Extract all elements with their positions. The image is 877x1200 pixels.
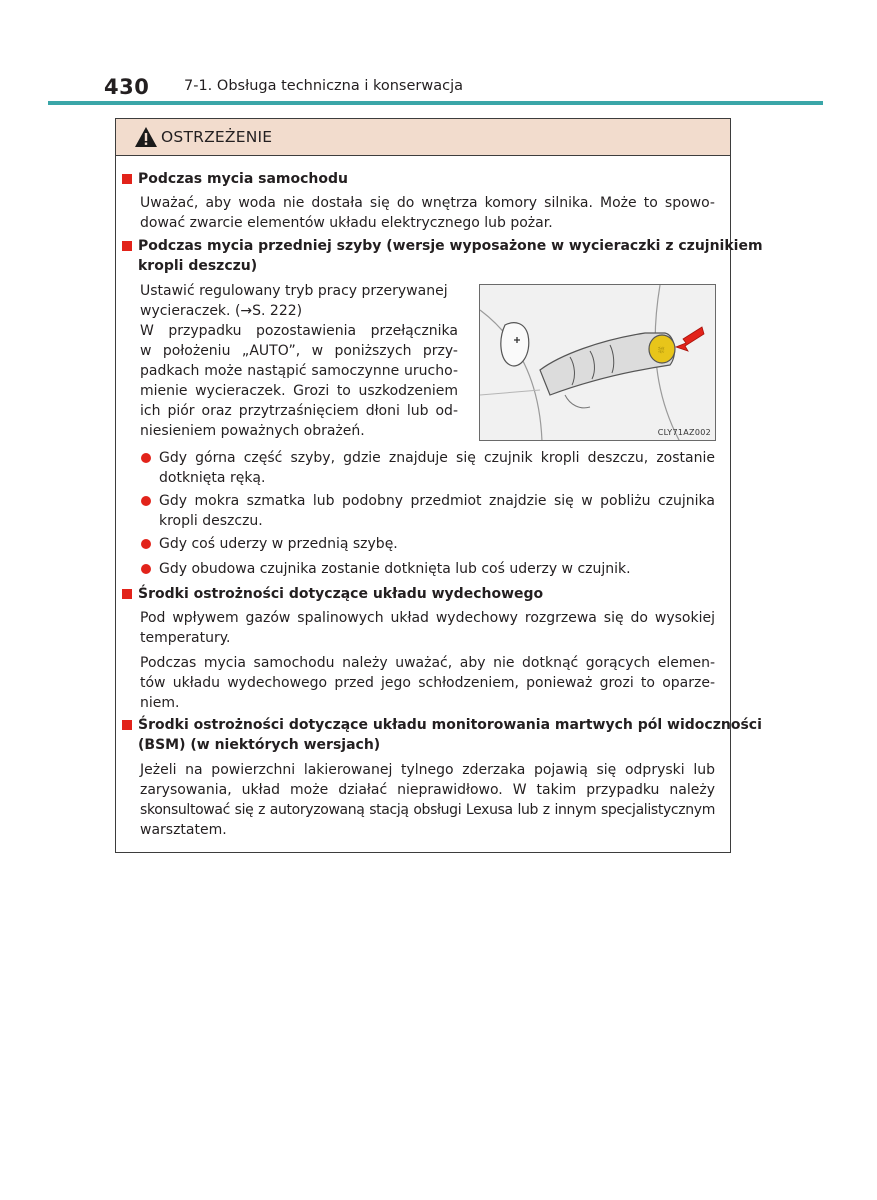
header-rule <box>48 101 823 105</box>
warning-header <box>116 119 730 156</box>
wiper-switch-figure <box>479 284 716 441</box>
svg-text:⛆: ⛆ <box>658 346 665 355</box>
bullet-item: Gdy górna część szyby, gdzie znajduje się czujnik kropli deszczu, zostanie dotknięta ręką. <box>159 448 715 488</box>
warning-title: OSTRZEŻENIE <box>161 128 273 146</box>
round-bullet-icon <box>141 453 151 463</box>
square-bullet-icon <box>122 720 132 730</box>
figure-code: CLY71AZ002 <box>657 428 711 437</box>
square-bullet-icon <box>122 589 132 599</box>
paragraph-exhaust-heat: Pod wpływem gazów spalinowych układ wydechowy rozgrzewa się do wysokiej temperatury. <box>140 610 715 646</box>
square-bullet-icon <box>122 174 132 184</box>
square-bullet-icon <box>122 241 132 251</box>
round-bullet-icon <box>141 564 151 574</box>
bullet-item: Gdy coś uderzy w przednią szybę. <box>159 534 715 554</box>
section-title: 7-1. Obsługa techniczna i konserwacja <box>184 78 463 94</box>
round-bullet-icon <box>141 496 151 506</box>
page-number: 430 <box>104 75 150 99</box>
bullet-item: Gdy mokra szmatka lub podobny przedmiot znajdzie się w pobliżu czujnika kropli deszczu. <box>159 491 715 531</box>
paragraph-windshield: Ustawić regulowany tryb pracy przerywanej wycieraczek. (→S. 222) W przypadku pozostawienia przełącznika w położeniu „AUTO”, w poniższych przy- padkach może nastąpić samoczynne urucho- mienie wycieraczek. Grozi to uszkodzeniem ich piór oraz przytrzaśnięciem dłoni lub od- niesieniem poważnych obrażeń. <box>140 283 458 439</box>
wiper-switch-illustration <box>480 285 716 441</box>
warning-box: OSTRZEŻENIE Podczas mycia samochodu Uważać, aby woda nie dostała się do wnętrza komory silnika. Może to spowo- dować zwarcie elementów układu elektrycznego lub pożar. Podczas mycia przedniej szyby (wersje wyposażone w wycieraczki z czujnikiem kropli deszczu) Ustawić regulowany tryb pracy przerywanej wycieraczek. (→S. 222) W przypadku pozostawienia przełącznika w położeniu „AUTO”, w poniższych przy- padkach może nastąpić samoczynne urucho- mienie wycieraczek. Grozi to uszkodzeniem ich piór oraz przytrzaśnięciem dłoni lub od- niesieniem poważnych obrażeń. ⛆ CLY71AZ002 Gdy górna część szyby, gdzie znajduje się czujnik kropli deszczu, zostanie dotknięta ręką. Gdy mokra szmatka lub podobny przedmiot znajdzie się w pobliżu czujnika kropli deszczu. Gdy coś uderzy w przednią szybę. Gdy obudowa czujnika zostanie dotknięta lub coś uderzy w czujnik. Środki ostrożności dotyczące układu wydechowego Pod wpływem gazów spalinowych układ wydechowy rozgrzewa się do wysokiej temperatury. Podczas mycia samochodu należy uważać, aby nie dotknąć gorących elemen- tów układu wydechowego przed jego schłodzeniem, ponieważ grozi to oparze- niem. Środki ostrożności dotyczące układu monitorowania martwych pól widoczności (BSM) (w niektórych wersjach) Jeżeli na powierzchni lakierowanej tylnego zderzaka pojawią się odpryski lub zarysowania, układ może działać nieprawidłowo. W takim przypadku należy skonsultować się z autoryzowaną stacją obsługi Lexusa lub z innym specjalistycznym warsztatem. <box>115 118 731 853</box>
bullet-item: Gdy obudowa czujnika zostanie dotknięta lub coś uderzy w czujnik. <box>159 559 715 579</box>
paragraph-exhaust-burn: Podczas mycia samochodu należy uważać, aby nie dotknąć gorących elemen- tów układu wydechowego przed jego schłodzeniem, ponieważ grozi to oparze- niem. <box>140 655 715 711</box>
warning-triangle-icon <box>134 126 158 148</box>
paragraph-washing: Uważać, aby woda nie dostała się do wnętrza komory silnika. Może to spowo- dować zwarcie elementów układu elektrycznego lub pożar. <box>140 195 715 231</box>
paragraph-bsm: Jeżeli na powierzchni lakierowanej tylnego zderzaka pojawią się odpryski lub zarysowania, układ może działać nieprawidłowo. W takim przypadku należy skonsultować się z autoryzowaną stacją obsługi Lexusa lub z innym specjalistycznym warsztatem. <box>140 762 715 838</box>
round-bullet-icon <box>141 539 151 549</box>
